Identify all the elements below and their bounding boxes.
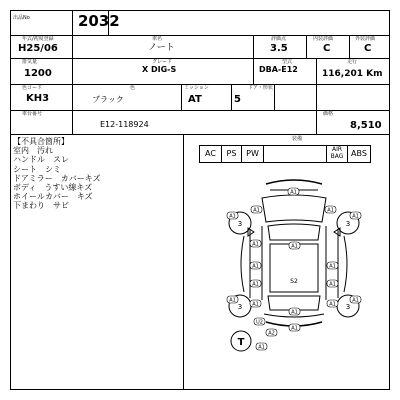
interior-label: 内装評価 (313, 36, 334, 42)
damage-mark (256, 343, 267, 351)
model-value: DBA-E12 (259, 65, 298, 74)
damage-mark-label: A1 (253, 207, 260, 214)
damage-mark-label: A2 (268, 330, 275, 337)
damage-mark (227, 296, 238, 304)
name-value: ノート (148, 43, 175, 53)
name-label: 車名 (152, 36, 163, 42)
doors-label: ドア・形状 (248, 85, 273, 91)
equip-airbag-1: AIR (331, 146, 343, 153)
damage-mark (266, 329, 277, 337)
damage-mark-label: A1 (229, 213, 236, 220)
color-label: 色 (130, 85, 136, 91)
trans-label: ミッション (184, 85, 209, 91)
center-mark: S2 (290, 278, 298, 285)
exterior-label: 外装評価 (355, 36, 376, 42)
damage-mark-label: A1 (252, 263, 259, 270)
color-code-value: KH3 (26, 93, 50, 104)
year-label: 年式/初度登録 (22, 36, 54, 42)
equip-abs: ABS (351, 149, 367, 158)
damage-mark-label: A1 (329, 301, 336, 308)
damage-mark (250, 240, 261, 248)
damage-mark (288, 188, 299, 196)
wheel-value: 3 (345, 303, 351, 311)
interior-value: C (323, 43, 331, 54)
damage-mark-label: A1 (329, 263, 336, 270)
note-line: ドアミラー カバーキズ (13, 173, 101, 183)
equip-ac: AC (205, 149, 216, 158)
damage-mark-label: A1 (329, 281, 336, 288)
equip-airbag-2: BAG (330, 153, 344, 160)
damage-mark (251, 206, 262, 214)
wheel-value: 3 (237, 220, 243, 228)
chassis-value: E12-118924 (100, 120, 149, 129)
grade-label: グレード (152, 59, 173, 65)
note-line: ボディ うすい線キズ (13, 183, 93, 193)
grade-value: X DIG-S (142, 65, 177, 74)
color-code-label: 色コード (22, 85, 43, 91)
damage-mark-label: A1 (291, 309, 298, 316)
damage-mark-label: A1 (291, 325, 298, 332)
damage-mark (289, 324, 300, 332)
score-value: 3.5 (270, 43, 288, 54)
damage-mark-label: A1 (290, 189, 297, 196)
damage-mark (250, 280, 261, 288)
chassis-label: 車台番号 (22, 111, 43, 117)
note-line: シート シミ (13, 164, 61, 174)
equip-ps: PS (226, 149, 237, 158)
damage-mark (289, 242, 300, 250)
damage-mark (289, 308, 300, 316)
year-value: H25/06 (18, 43, 58, 54)
damage-mark (350, 212, 361, 220)
damage-mark-label: A1 (258, 344, 265, 351)
damage-mark-label: A1 (252, 301, 259, 308)
note-line: 室内 汚れ (13, 146, 53, 156)
wheel-value: 3 (345, 220, 351, 228)
damage-mark (227, 212, 238, 220)
damage-mark (327, 280, 338, 288)
tire-mark: T (237, 337, 245, 348)
note-line: ハンドル スレ (13, 155, 69, 165)
damage-mark (254, 318, 265, 326)
note-line: 【不具合箇所】 (13, 137, 69, 146)
damage-mark-label: A1 (352, 297, 359, 304)
damage-mark-label: A1 (229, 297, 236, 304)
damage-mark-label: U2 (256, 319, 263, 326)
damage-mark (250, 262, 261, 270)
price-value: 8,510 (350, 120, 382, 131)
note-line: 下まわり サビ (13, 201, 69, 211)
lot-number: 2032 (78, 12, 120, 30)
damage-mark (327, 300, 338, 308)
damage-mark (250, 300, 261, 308)
doors-value: 5 (234, 94, 241, 105)
mileage-value: 116,201 Km (322, 69, 383, 79)
displacement-label: 排気量 (22, 59, 38, 65)
damage-mark-label: A1 (291, 243, 298, 250)
color-value: ブラック (92, 95, 124, 104)
score-label: 評価点 (271, 36, 287, 42)
model-label: 型式 (282, 59, 293, 65)
damage-mark (327, 262, 338, 270)
wheel-value: 3 (237, 303, 243, 311)
equipment-label: 装備 (292, 136, 303, 142)
exterior-value: C (364, 43, 372, 54)
mileage-label: 走行 (347, 59, 358, 65)
damage-mark-label: A1 (252, 281, 259, 288)
damage-mark-label: A1 (352, 213, 359, 220)
damage-mark (350, 296, 361, 304)
lot-label: 出品No (13, 15, 30, 21)
damage-mark-label: A1 (252, 241, 259, 248)
equip-pw: PW (246, 149, 259, 158)
damage-mark (325, 206, 336, 214)
damage-mark-label: A1 (327, 207, 334, 214)
trans-value: AT (188, 94, 202, 105)
price-label: 価格 (323, 111, 334, 117)
note-line: ホイールカバー キズ (13, 192, 93, 202)
displacement-value: 1200 (24, 68, 52, 79)
